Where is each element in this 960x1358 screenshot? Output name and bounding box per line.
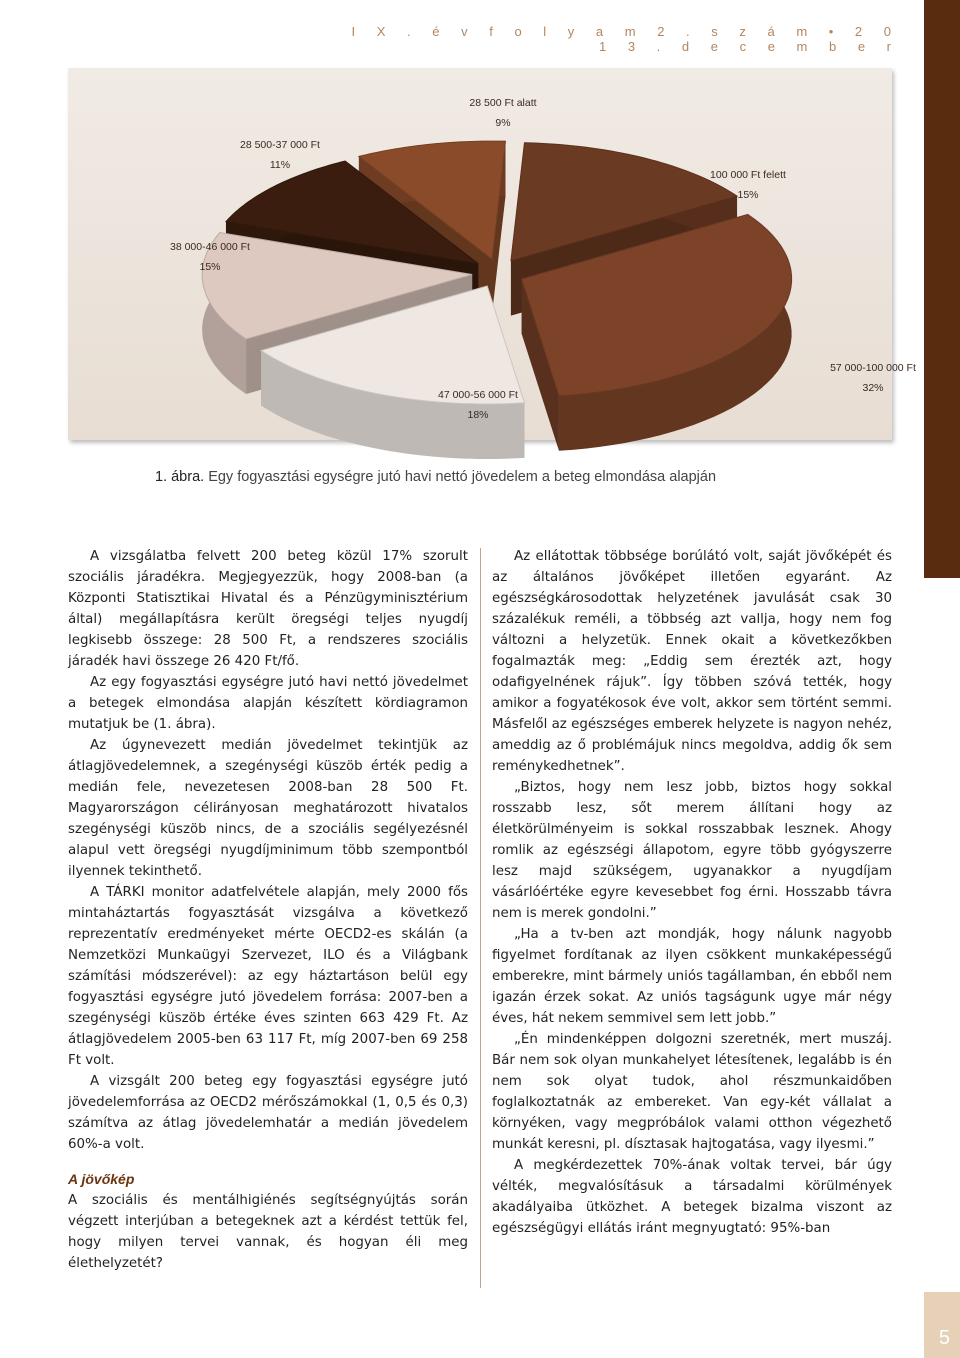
slice-category-label: 57 000-100 000 Ft — [830, 362, 916, 374]
pie-chart — [68, 68, 916, 440]
left-column — [68, 546, 468, 1274]
right-column — [492, 546, 892, 1239]
slice-category-label: 47 000-56 000 Ft — [438, 389, 518, 401]
slice-category-label: 28 500 Ft alatt — [469, 97, 537, 109]
slice-category-label: 100 000 Ft felett — [710, 169, 786, 181]
column-divider — [480, 548, 481, 1288]
paragraph: Az úgynevezett medián jövedelmet tekintjük az átlagjövedelemnek, a szegénységi küszöb érték pedig a medián fele, nevezetesen 2008-ban 28 500 Ft. Magyarországon célirányosan meghatározott hivatalos szegénységi küszöb nincs, de a szociális segélyezésnél alapul vett öregségi nyugdíjminimum több szempontból ilyennek tekinthető. — [68, 738, 468, 879]
paragraph: A TÁRKI monitor adatfelvétele alapján, mely 2000 fős mintaháztartás fogyasztását vizsgálva a következő reprezentatív eredményeket mérte OECD2-es skálán (a Nemzetközi Munkaügyi Szervezet, ILO és a Világbank számítási módszerével): az egy háztartáson belül egy fogyasztási egységre jutó jövedelem forrása: 2007-ben a szegénységi küszöb értéke éves szinten 663 429 Ft. Az átlagjövedelem 2005-ben 63 117 Ft, míg 2007-ben 69 258 Ft volt. — [68, 885, 468, 1068]
slice-value-label: 9% — [495, 117, 511, 129]
paragraph: A megkérdezettek 70%-ának voltak tervei, bár úgy vélték, megvalósításuk a társadalmi körülmények akadályaiba ütközhet. A betegek bizalma viszont az egészségügyi ellátás iránt megnyugtató: 95%-ban — [492, 1158, 892, 1236]
slice-value-label: 11% — [269, 159, 291, 171]
caption-number: 1. ábra. — [155, 469, 205, 485]
caption-text: Egy fogyasztási egységre jutó havi nettó jövedelem a beteg elmondása alapján — [204, 469, 717, 485]
slice-category-label: 28 500-37 000 Ft — [240, 139, 320, 151]
paragraph: Az egy fogyasztási egységre jutó havi nettó jövedelmet a betegek elmondása alapján készített kördiagramon mutatjuk be (1. ábra). — [68, 675, 468, 732]
page-number: 5 — [938, 1327, 950, 1349]
paragraph: „Én mindenképpen dolgozni szeretnék, mert muszáj. Bár nem sok olyan munkahelyet létesítenek, legalább is én nem sok olyat tudok, ahol részmunkaidőben foglalkoztatnák az embereket. Van egy-két vállalat a környéken, vagy megpróbálok valami otthon végezhető munkát keresni, pl. dísztasak hajtogatása, vagy ilyesmi.” — [492, 1032, 892, 1152]
paragraph: A vizsgálatba felvett 200 beteg közül 17% szorult szociális járadékra. Megjegyezzük, hogy 2008-ban (a Központi Statisztikai Hivatal és a Pénzügyminisztérium által) megállapításra került öregségi teljes nyugdíj legkisebb összege: 28 500 Ft, a rendszeres szociális járadék havi összege 26 420 Ft/fő. — [68, 549, 468, 669]
slice-value-label: 15% — [737, 189, 759, 201]
paragraph: Az ellátottak többsége borúlátó volt, saját jövőképét és az általános jövőképet illetően egyaránt. Az egészségkárosodottak helyzetének javulását csak 30 százalékuk reméli, a többség azt vallja, hogy nem fog változni a helyzetük. Ennek okait a következőkben fogalmazták meg: „Eddig sem érezték azt, hogy odafigyelnének rájuk”. Így többen szóvá tették, hogy amikor a fogyatékosok éve volt, akkor sem történt semmi. Másfelől az egészséges emberek helyzete is nagyon nehéz, ameddig az ő problémájuk nincs megoldva, addig ők sem reménykedhetnek”. — [492, 549, 892, 774]
slice-value-label: 32% — [862, 382, 884, 394]
paragraph: „Biztos, hogy nem lesz jobb, biztos hogy sokkal rosszabb lesz, sőt merem állítani hogy az életkörülményeim is sokkal rosszabbak lesznek. Ahogy romlik az egészségi állapotom, egyre több gyógyszerre lesz majd szükségem, ugyanakkor a nyugdíjam vásárlóértéke egyre kevesebbet fog érni. Hosszabb távra nem is merek gondolni.” — [492, 780, 892, 921]
paragraph: A szociális és mentálhigiénés segítségnyújtás során végzett interjúban a betegeknek azt a kérdést tettük fel, hogy milyen tervei vannak, és hogyan éli meg élethelyzetét? — [68, 1193, 468, 1271]
slice-value-label: 15% — [199, 261, 221, 273]
section-heading: A jövőkép — [68, 1171, 135, 1187]
figure-caption — [155, 469, 855, 485]
issue-header: I X . é v f o l y a m 2 . s z á m • 2 0 1 3 . d e c e m b e r — [351, 24, 900, 54]
slice-value-label: 18% — [467, 409, 489, 421]
paragraph: „Ha a tv-ben azt mondják, hogy nálunk nagyobb figyelmet fordítanak az ilyen csökkent munkaképességű emberekre, mint bármely uniós tagállamban, én ebből nem igazán érzek sokat. Az uniós tagságunk ugye már négy éves, hát nekem semmivel sem lett jobb.” — [492, 927, 892, 1026]
paragraph: A vizsgált 200 beteg egy fogyasztási egységre jutó jövedelemforrása az OECD2 mérőszámokkal (1, 0,5 és 0,3) számítva az átlag jövedelemhatár a medián jövedelem 60%-a volt. — [68, 1074, 468, 1152]
page-number-tab — [924, 1292, 960, 1358]
pie-chart-frame — [68, 68, 916, 440]
slice-category-label: 38 000-46 000 Ft — [170, 241, 250, 253]
decorative-side-bar — [924, 0, 960, 578]
